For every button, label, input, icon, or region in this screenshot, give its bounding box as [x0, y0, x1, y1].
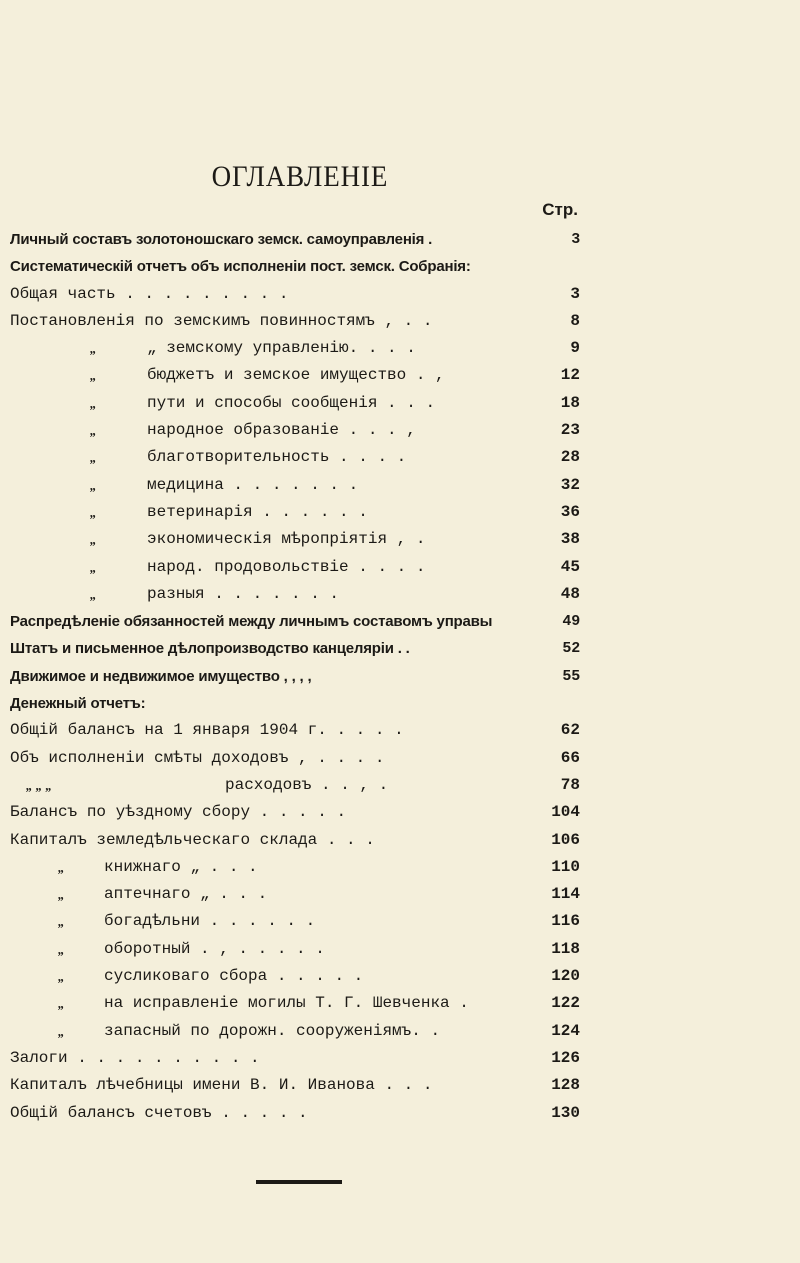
- toc-entry-page: 8: [570, 311, 580, 330]
- toc-entry: [10, 526, 580, 553]
- toc-entry: [10, 253, 580, 280]
- toc-entry-title: пути и способы сообщенія . . .: [147, 393, 436, 412]
- toc-entry-title: экономическія мѣропріятія , .: [147, 530, 426, 549]
- toc-entry-title: Балансъ по уѣздному сбору . . . . .: [10, 803, 347, 822]
- ditto-mark: „: [90, 368, 97, 384]
- toc-entry: [10, 772, 580, 799]
- toc-entry-page: 45: [560, 557, 580, 576]
- ditto-mark: „: [58, 941, 65, 957]
- toc-entry-title: народное образованіе . . . ,: [147, 421, 416, 440]
- toc-entry: [10, 963, 580, 990]
- toc-entry-page: 36: [560, 502, 580, 521]
- toc-entry-page: 9: [570, 339, 580, 358]
- toc-entry-title: книжнаго „ . . .: [104, 857, 258, 876]
- toc-entry-page: 3: [570, 284, 580, 303]
- toc-entry-title: богадѣльни . . . . . .: [104, 912, 316, 931]
- toc-entry-title: разныя . . . . . . .: [147, 584, 340, 603]
- toc-entry-page: 128: [551, 1076, 580, 1095]
- toc-entry-page: 28: [560, 448, 580, 467]
- page-column-header: Стр.: [542, 200, 578, 219]
- toc-entry-title: Объ исполненіи смѣты доходовъ , . . . .: [10, 748, 385, 767]
- toc-entry: [10, 881, 580, 908]
- toc-entry: [10, 226, 580, 253]
- toc-entry-title: Общій балансъ на 1 января 1904 г. . . . .: [10, 721, 404, 740]
- ditto-mark: „: [90, 477, 97, 493]
- toc-entry: [10, 390, 580, 417]
- toc-entry-title: Систематическій отчетъ объ исполненіи пост. земск. Собранія:: [10, 258, 471, 276]
- ditto-mark: „: [90, 586, 97, 602]
- toc-entry-page: 122: [551, 994, 580, 1013]
- ditto-mark: „: [58, 1023, 65, 1039]
- toc-entry: [10, 854, 580, 881]
- toc-entry-title: Постановленія по земскимъ повинностямъ , . .: [10, 311, 433, 330]
- toc-entry-title: оборотный . , . . . . .: [104, 939, 325, 958]
- toc-entry: [10, 554, 580, 581]
- toc-entry: [10, 1045, 580, 1072]
- toc-entry-title: сусликоваго сбора . . . . .: [104, 967, 364, 986]
- toc-entry-title: „ земскому управленію. . . .: [147, 339, 416, 358]
- toc-entry: [10, 990, 580, 1017]
- toc-entry-title: Общій балансъ счетовъ . . . . .: [10, 1103, 308, 1122]
- toc-entry: [10, 1100, 580, 1127]
- toc-entry-title: Распредѣленіе обязанностей между личнымъ составомъ управы: [10, 613, 493, 631]
- toc-entry-title: бюджетъ и земское имущество . ,: [147, 366, 445, 385]
- toc-entry: [10, 1072, 580, 1099]
- toc-entry-page: 66: [560, 748, 580, 767]
- toc-entry-title: медицина . . . . . . .: [147, 475, 359, 494]
- toc-entry-page: 118: [551, 939, 580, 958]
- toc-entry: [10, 417, 580, 444]
- toc-entry-page: 38: [560, 530, 580, 549]
- table-of-contents: [10, 226, 580, 1127]
- ditto-mark: „: [58, 887, 65, 903]
- toc-entry-title: запасный по дорожн. сооруженіямъ. .: [104, 1021, 441, 1040]
- toc-entry: [10, 663, 580, 690]
- toc-entry: [10, 908, 580, 935]
- ditto-mark: „: [58, 859, 65, 875]
- toc-entry-title: Залоги . . . . . . . . . .: [10, 1048, 260, 1067]
- toc-entry-page: 48: [560, 584, 580, 603]
- toc-entry-page: 32: [560, 475, 580, 494]
- toc-entry: [10, 444, 580, 471]
- toc-entry-page: 104: [551, 803, 580, 822]
- toc-entry-title: Капиталъ лѣчебницы имени В. И. Иванова . . .: [10, 1076, 433, 1095]
- divider-rule: [256, 1180, 342, 1184]
- ditto-mark: „: [90, 395, 97, 411]
- toc-entry-title: Капиталъ земледѣльческаго склада . . .: [10, 830, 375, 849]
- toc-entry-page: 49: [562, 613, 580, 631]
- toc-entry-page: 114: [551, 885, 580, 904]
- toc-entry-page: 3: [571, 231, 580, 248]
- toc-entry-title: Движимое и недвижимое имущество , , , ,: [10, 667, 312, 685]
- toc-entry-page: 106: [551, 830, 580, 849]
- ditto-mark: „: [58, 969, 65, 985]
- toc-entry-page: 12: [560, 366, 580, 385]
- ditto-mark: „: [58, 996, 65, 1012]
- toc-entry: [10, 745, 580, 772]
- toc-entry: [10, 635, 580, 662]
- toc-entry-page: 52: [562, 640, 580, 658]
- toc-entry-page: 23: [560, 421, 580, 440]
- toc-entry: [10, 362, 580, 389]
- toc-entry: [10, 1018, 580, 1045]
- ditto-mark: „: [90, 504, 97, 520]
- toc-entry: [10, 308, 580, 335]
- toc-entry-page: 55: [562, 667, 580, 685]
- toc-entry-title: Личный составъ золотоношскаго земск. самоуправленія .: [10, 231, 433, 248]
- ditto-mark: „: [90, 423, 97, 439]
- toc-entry: [10, 799, 580, 826]
- toc-entry: [10, 281, 580, 308]
- toc-entry-page: 62: [560, 721, 580, 740]
- toc-entry-title: благотворительность . . . .: [147, 448, 407, 467]
- ditto-mark: „: [90, 450, 97, 466]
- toc-entry-page: 18: [560, 393, 580, 412]
- ditto-mark: „: [90, 341, 97, 357]
- toc-entry-title: Общая часть . . . . . . . . .: [10, 284, 289, 303]
- toc-entry: [10, 690, 580, 717]
- toc-entry: [10, 608, 580, 635]
- toc-entry-title: Денежный отчетъ:: [10, 695, 146, 713]
- toc-entry-title: аптечнаго „ . . .: [104, 885, 268, 904]
- ditto-mark: „: [90, 559, 97, 575]
- ditto-mark: „ „ „: [26, 777, 52, 793]
- page-title: ОГЛАВЛЕНIЕ: [211, 160, 389, 193]
- toc-entry: [10, 827, 580, 854]
- toc-entry-title: Штатъ и письменное дѣлопроизводство канцеляріи . .: [10, 640, 410, 658]
- toc-entry: [10, 717, 580, 744]
- toc-entry: [10, 335, 580, 362]
- toc-entry-page: 78: [560, 775, 580, 794]
- ditto-mark: „: [90, 532, 97, 548]
- toc-entry-page: 124: [551, 1021, 580, 1040]
- toc-entry-title: ветеринарія . . . . . .: [147, 502, 368, 521]
- toc-entry-title: на исправленіе могилы Т. Г. Шевченка .: [104, 994, 469, 1013]
- toc-entry-title: народ. продовольствіе . . . .: [147, 557, 426, 576]
- toc-entry-page: 120: [551, 967, 580, 986]
- ditto-mark: „: [58, 914, 65, 930]
- toc-entry: [10, 936, 580, 963]
- toc-entry-page: 116: [551, 912, 580, 931]
- toc-entry: [10, 472, 580, 499]
- toc-entry-title: расходовъ . . , .: [225, 775, 389, 794]
- toc-entry-page: 126: [551, 1048, 580, 1067]
- toc-entry: [10, 499, 580, 526]
- toc-entry-page: 130: [551, 1103, 580, 1122]
- toc-entry-page: 110: [551, 857, 580, 876]
- toc-entry: [10, 581, 580, 608]
